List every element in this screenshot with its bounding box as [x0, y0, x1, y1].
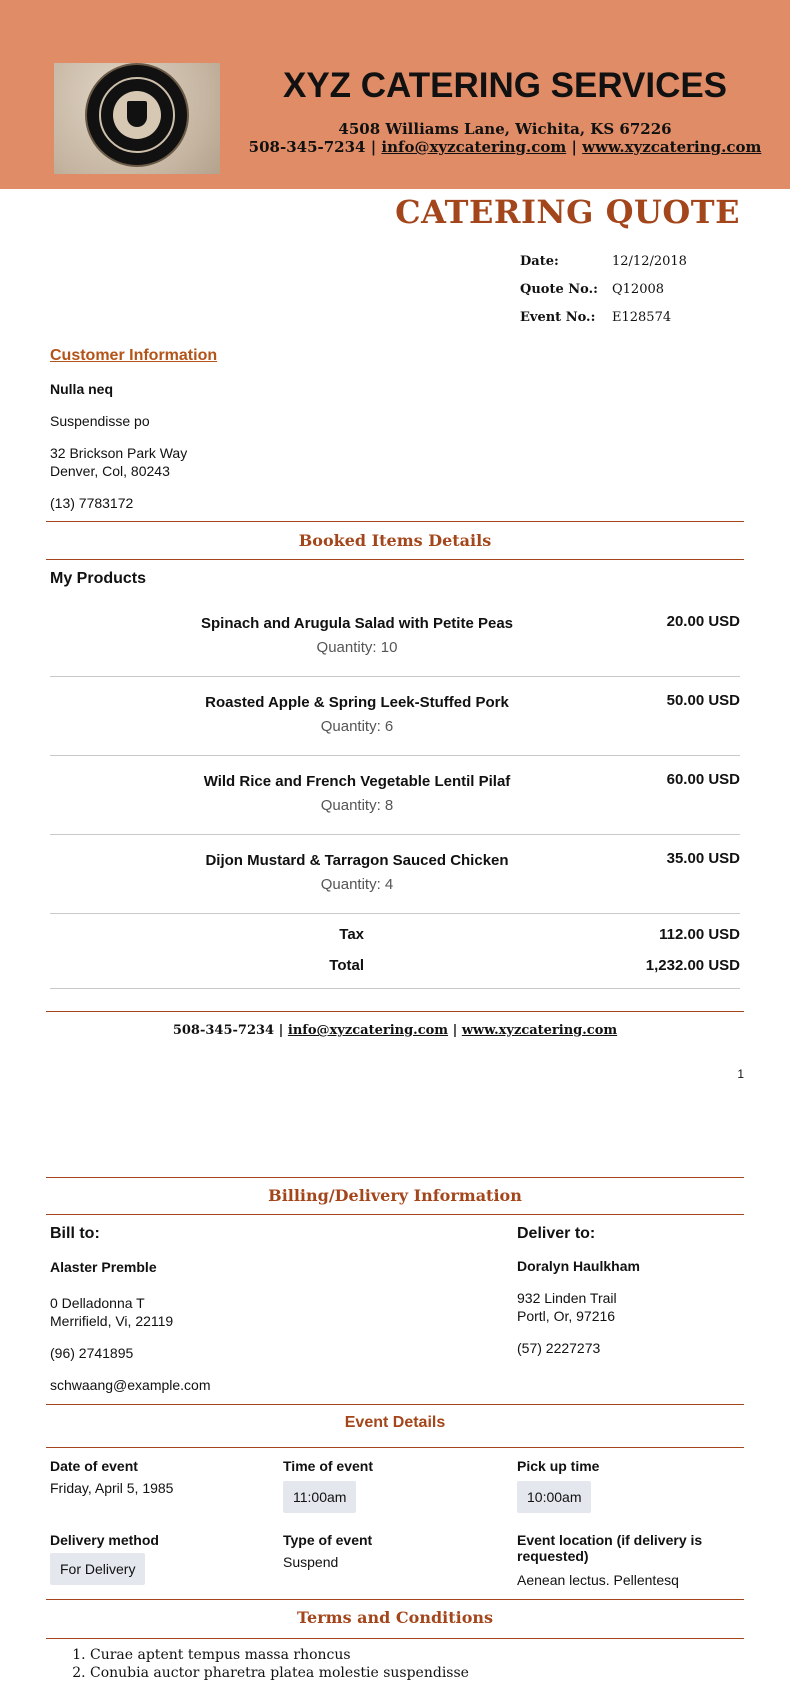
- item-quantity: Quantity: 10: [316, 639, 398, 656]
- bill-to-email: schwaang@example.com: [50, 1377, 211, 1393]
- pickup-time-label: Pick up time: [517, 1458, 600, 1474]
- meta-date-value: 12/12/2018: [612, 254, 687, 269]
- divider: [46, 1447, 744, 1448]
- divider: [46, 1599, 744, 1600]
- terms-item: 2. Conubia auctor pharetra platea molestie suspendisse: [90, 1664, 469, 1682]
- item-name: Spinach and Arugula Salad with Petite Peas: [200, 615, 514, 632]
- delivery-method-field[interactable]: For Delivery: [50, 1553, 145, 1585]
- customer-address-line2: Denver, Col, 80243: [50, 463, 170, 479]
- pickup-time-field[interactable]: 10:00am: [517, 1481, 591, 1513]
- total-label: Total: [329, 957, 364, 974]
- meta-date-label: Date:: [520, 254, 559, 269]
- company-name: XYZ CATERING SERVICES: [282, 66, 728, 105]
- separator: |: [571, 138, 577, 156]
- item-price: 20.00 USD: [666, 613, 740, 630]
- customer-address-line1: 32 Brickson Park Way: [50, 445, 188, 461]
- item-quantity: Quantity: 6: [320, 718, 394, 735]
- meta-quote-value: Q12008: [612, 282, 665, 297]
- tax-label: Tax: [339, 926, 364, 943]
- billing-delivery-title: Billing/Delivery Information: [268, 1186, 522, 1205]
- divider: [50, 676, 740, 677]
- event-location-label-line1: Event location (if delivery is: [517, 1532, 703, 1548]
- footer-contact: [46, 1023, 744, 1038]
- divider: [50, 988, 740, 989]
- customer-information-link[interactable]: Customer Information: [50, 347, 218, 364]
- divider: [46, 1404, 744, 1405]
- event-date-value: Friday, April 5, 1985: [50, 1480, 174, 1496]
- company-contact: [220, 138, 790, 156]
- customer-name: Nulla neq: [50, 381, 114, 397]
- item-price: 50.00 USD: [666, 692, 740, 709]
- event-location-value: Aenean lectus. Pellentesq: [517, 1572, 679, 1588]
- event-location-label: [517, 1532, 702, 1564]
- footer-website-link[interactable]: www.xyzcatering.com: [461, 1023, 618, 1038]
- event-location-label-line2: requested): [517, 1548, 589, 1564]
- deliver-to-heading: Deliver to:: [517, 1225, 596, 1242]
- deliver-to-address-line1: 932 Linden Trail: [517, 1290, 617, 1306]
- meta-event-value: E128574: [612, 310, 672, 325]
- footer-email-link[interactable]: info@xyzcatering.com: [287, 1023, 449, 1038]
- divider: [50, 913, 740, 914]
- bill-to-name: Alaster Premble: [50, 1259, 157, 1275]
- meta-quote-label: Quote No.:: [520, 282, 598, 297]
- divider: [50, 755, 740, 756]
- page-number: 1: [737, 1067, 744, 1081]
- divider: [46, 1638, 744, 1639]
- divider: [46, 1177, 744, 1178]
- footer-phone: 508-345-7234: [172, 1023, 275, 1038]
- company-email-link[interactable]: info@xyzcatering.com: [381, 138, 567, 156]
- event-type-label: Type of event: [283, 1532, 373, 1548]
- divider: [46, 1214, 744, 1215]
- customer-company: Suspendisse po: [50, 413, 150, 429]
- company-phone: 508-345-7234: [248, 138, 366, 156]
- divider: [46, 559, 744, 560]
- divider: [46, 1011, 744, 1012]
- company-website-link[interactable]: www.xyzcatering.com: [582, 138, 762, 156]
- tax-value: 112.00 USD: [659, 926, 740, 943]
- item-quantity: Quantity: 4: [320, 876, 394, 893]
- products-heading: My Products: [50, 570, 147, 587]
- event-time-field[interactable]: 11:00am: [283, 1481, 356, 1513]
- deliver-to-phone: (57) 2227273: [517, 1340, 601, 1356]
- terms-item: 1. Curae aptent tempus massa rhoncus: [90, 1646, 469, 1664]
- item-name: Wild Rice and French Vegetable Lentil Pilaf: [203, 773, 511, 790]
- item-price: 35.00 USD: [666, 850, 740, 867]
- total-value: 1,232.00 USD: [645, 957, 740, 974]
- event-date-label: Date of event: [50, 1458, 138, 1474]
- bill-to-address-line1: 0 Delladonna T: [50, 1295, 145, 1311]
- item-quantity: Quantity: 8: [320, 797, 394, 814]
- separator: |: [370, 138, 377, 156]
- divider: [46, 521, 744, 522]
- booked-items-title: Booked Items Details: [298, 531, 492, 550]
- item-name: Dijon Mustard & Tarragon Sauced Chicken: [205, 852, 509, 869]
- separator: |: [452, 1023, 458, 1038]
- divider: [50, 834, 740, 835]
- item-name: Roasted Apple & Spring Leek-Stuffed Pork: [205, 694, 509, 711]
- deliver-to-name: Doralyn Haulkham: [517, 1258, 640, 1274]
- bill-to-address-line2: Merrifield, Vi, 22119: [50, 1313, 174, 1329]
- event-time-label: Time of event: [283, 1458, 373, 1474]
- company-address: 4508 Williams Lane, Wichita, KS 67226: [338, 120, 672, 138]
- meta-event-label: Event No.:: [520, 310, 596, 325]
- event-type-value: Suspend: [283, 1554, 339, 1570]
- customer-phone: (13) 7783172: [50, 495, 134, 511]
- item-price: 60.00 USD: [666, 771, 740, 788]
- bill-to-heading: Bill to:: [50, 1225, 100, 1242]
- deliver-to-address-line2: Portl, Or, 97216: [517, 1308, 616, 1324]
- separator: |: [278, 1023, 284, 1038]
- coast-guard-seal-logo: [87, 65, 187, 165]
- delivery-method-label: Delivery method: [50, 1532, 159, 1548]
- terms-title: Terms and Conditions: [296, 1608, 494, 1627]
- quote-title: CATERING QUOTE: [395, 193, 740, 231]
- company-logo: [54, 63, 220, 174]
- header-banner: [0, 0, 790, 189]
- event-details-title: Event Details: [344, 1414, 446, 1431]
- bill-to-phone: (96) 2741895: [50, 1345, 134, 1361]
